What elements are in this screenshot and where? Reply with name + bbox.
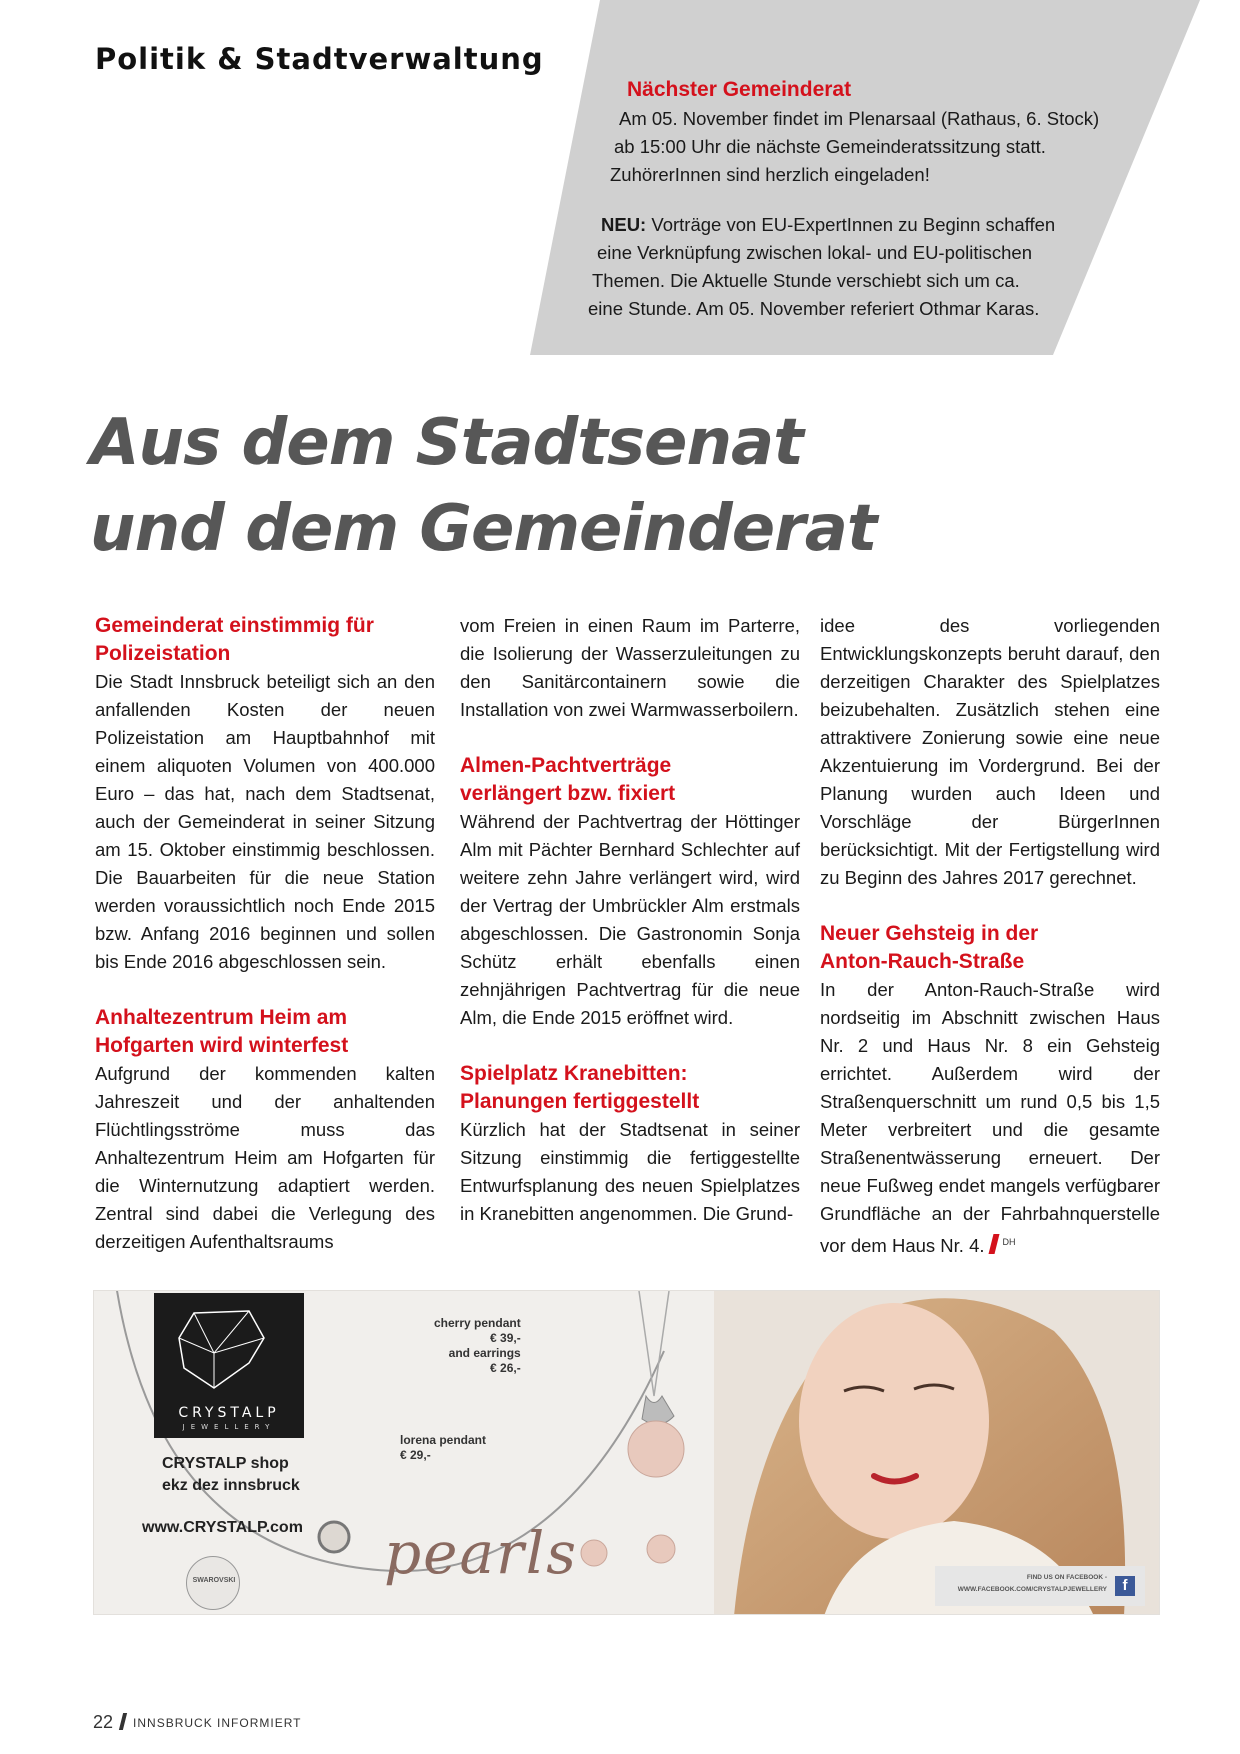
notice-neu-line bbox=[601, 211, 1055, 239]
lorena-price bbox=[400, 1433, 486, 1463]
article-title bbox=[460, 752, 800, 808]
article-body: Während der Pachtvertrag der Höttinger Alm mit Pächter Bernhard Schlechter auf weitere zehn Jahre verlängert wird, wird der Vertrag der Umbrückler Alm erstmals abgeschlossen. Die Gastronomin Sonja Schütz erhält ebenfalls einen zehnjährigen Pachtvertrag für die neue Alm, die Ende 2015 eröffnet wird. bbox=[460, 811, 800, 1028]
facebook-icon[interactable]: f bbox=[1115, 1576, 1135, 1596]
author-initials: DH bbox=[1002, 1237, 1016, 1247]
article-body: Die Stadt Innsbruck beteiligt sich an den anfallenden Kosten der neuen Polizeistation am Hauptbahnhof mit einem aliquoten Volumen von 400.000 Euro – das hat, nach dem Stadtsenat, auch der Gemeinderat in seiner Sitzung am 15. Oktober einstimmig beschlossen. Die Bauarbeiten für die neue Station werden voraussichtlich noch Ende 2015 bzw. Anfang 2016 beginnen und sollen bis Ende 2016 abgeschlossen sein. bbox=[95, 671, 435, 972]
notice-neu-line: eine Stunde. Am 05. November referiert Othmar Karas. bbox=[588, 298, 1040, 319]
headline-line: Aus dem Stadtsenat bbox=[90, 406, 803, 480]
notice-line: ab 15:00 Uhr die nächste Gemeinderatssitzung statt. bbox=[614, 136, 1046, 157]
price-line: € 29,- bbox=[400, 1448, 431, 1462]
price-line: cherry pendant bbox=[434, 1316, 521, 1330]
page-headline bbox=[90, 400, 877, 572]
article-title bbox=[95, 612, 435, 668]
shop-location: ekz dez innsbruck bbox=[162, 1477, 300, 1494]
cherry-price bbox=[434, 1316, 521, 1376]
article-body: Kürzlich hat der Stadtsenat in seiner Sitzung einstimmig die fertiggestellte Entwurfsplanung des neuen Spielplatzes in Kranebitten angenommen. Die Grund- bbox=[460, 1119, 800, 1224]
neu-label: NEU: bbox=[601, 214, 647, 235]
page-footer bbox=[93, 1712, 301, 1733]
column-3 bbox=[820, 612, 1160, 1260]
logo-subtitle: JEWELLERY bbox=[182, 1423, 276, 1431]
article-title bbox=[95, 1004, 435, 1060]
title-line: Gemeinderat einstimmig für bbox=[95, 614, 374, 637]
seal-text: SWAROVSKI bbox=[192, 1577, 236, 1584]
magazine-name: INNSBRUCK INFORMIERT bbox=[133, 1716, 302, 1730]
title-line: Hofgarten wird winterfest bbox=[95, 1034, 349, 1057]
shop-name: CRYSTALP shop bbox=[162, 1455, 289, 1472]
end-mark-icon bbox=[988, 1234, 999, 1254]
title-line: Almen-Pachtverträge bbox=[460, 754, 672, 777]
notice-neu-line: eine Verknüpfung zwischen lokal- und EU-politischen bbox=[597, 242, 1033, 263]
price-line: and earrings bbox=[448, 1346, 521, 1360]
notice-neu-line: Themen. Die Aktuelle Stunde verschiebt sich um ca. bbox=[592, 270, 1020, 291]
gem-logo-icon bbox=[154, 1293, 304, 1403]
pearls-script: pearls bbox=[384, 1519, 579, 1587]
logo-wordmark: CRYSTALP bbox=[178, 1405, 280, 1421]
model-face bbox=[799, 1303, 989, 1539]
title-line: Spielplatz Kranebitten: bbox=[460, 1062, 688, 1085]
facebook-banner[interactable] bbox=[935, 1566, 1145, 1606]
notice-line: ZuhörerInnen sind herzlich eingeladen! bbox=[610, 164, 930, 185]
notice-title: Nächster Gemeinderat bbox=[627, 78, 852, 101]
article-body bbox=[820, 976, 1160, 1260]
title-line: Anhaltezentrum Heim am bbox=[95, 1006, 348, 1029]
earring-pearl-icon bbox=[581, 1540, 607, 1566]
price-line: lorena pendant bbox=[400, 1433, 487, 1447]
price-line: € 39,- bbox=[490, 1331, 521, 1345]
crystalp-logo bbox=[154, 1293, 304, 1438]
crystalp-advertisement[interactable] bbox=[93, 1290, 1160, 1615]
shop-info bbox=[162, 1453, 300, 1497]
pendant-pearl-icon bbox=[628, 1421, 684, 1477]
facebook-text: FIND US ON FACEBOOK - bbox=[1026, 1574, 1107, 1581]
article-title bbox=[820, 920, 1160, 976]
headline-line: und dem Gemeinderat bbox=[90, 492, 877, 566]
title-line: Neuer Gehsteig in der bbox=[820, 922, 1039, 945]
title-line: Polizeistation bbox=[95, 642, 231, 665]
chain-icon bbox=[639, 1291, 669, 1396]
earring-pearl-icon bbox=[647, 1535, 675, 1563]
section-title: Politik & Stadtverwaltung bbox=[95, 42, 544, 76]
column-2 bbox=[460, 612, 800, 1228]
title-line: Anton-Rauch-Straße bbox=[820, 950, 1025, 973]
footer-slash-icon bbox=[119, 1713, 127, 1730]
page-number: 22 bbox=[93, 1712, 114, 1732]
neu-text: Vorträge von EU-ExpertInnen zu Beginn schaffen bbox=[646, 214, 1056, 235]
article-body: Aufgrund der kommenden kalten Jahreszeit und der anhaltenden Flüchtlingsströme muss das Anhaltezentrum Heim am Hofgarten für die Winternutzung adaptiert werden. Zentral sind dabei die Verlegung des derzeitigen Aufenthaltsraums bbox=[95, 1063, 435, 1252]
notice-line: Am 05. November findet im Plenarsaal (Rathaus, 6. Stock) bbox=[619, 108, 1100, 129]
title-line: verlängert bzw. fixiert bbox=[460, 782, 676, 805]
swarovski-seal bbox=[186, 1556, 240, 1610]
article-body-continued: idee des vorliegenden Entwicklungskonzepts beruht darauf, den derzeitigen Charakter des Spielplatzes beizubehalten. Zusätzlich stehen eine attraktivere Zonierung sowie eine neue Akzentuierung im Vordergrund. Bei der Planung wurden auch Ideen und Vorschläge der BürgerInnen berücksichtigt. Mit der Fertigstellung wird zu Beginn des Jahres 2017 gerechnet. bbox=[820, 615, 1160, 888]
facebook-url[interactable]: WWW.FACEBOOK.COM/CRYSTALPJEWELLERY bbox=[957, 1586, 1107, 1593]
column-1 bbox=[95, 612, 435, 1256]
title-line: Planungen fertiggestellt bbox=[460, 1090, 700, 1113]
price-line: € 26,- bbox=[490, 1361, 521, 1375]
article-body-continued: vom Freien in einen Raum im Parterre, die Isolierung der Wasserzuleitungen zu den Sanitärcontainern sowie die Installation von zwei Warmwasserboilern. bbox=[460, 615, 800, 720]
article-text: In der Anton-Rauch-Straße wird nordseitig im Abschnitt zwischen Haus Nr. 2 und Haus Nr. 8 ein Gehsteig errichtet. Außerdem wird der Straßenquerschnitt um rund 0,5 bis 1,5 Meter verbreitert und die gesamte Straßenentwässerung erneuert. Der neue Fußweg endet mangels verfügbarer Grundfläche an der Fahrbahnquerstelle vor dem Haus Nr. 4. bbox=[820, 979, 1160, 1257]
article-title bbox=[460, 1060, 800, 1116]
wire-pearl-icon bbox=[319, 1522, 349, 1552]
shop-website-link[interactable]: www.CRYSTALP.com bbox=[142, 1519, 303, 1536]
pendant-setting-icon bbox=[642, 1396, 674, 1424]
